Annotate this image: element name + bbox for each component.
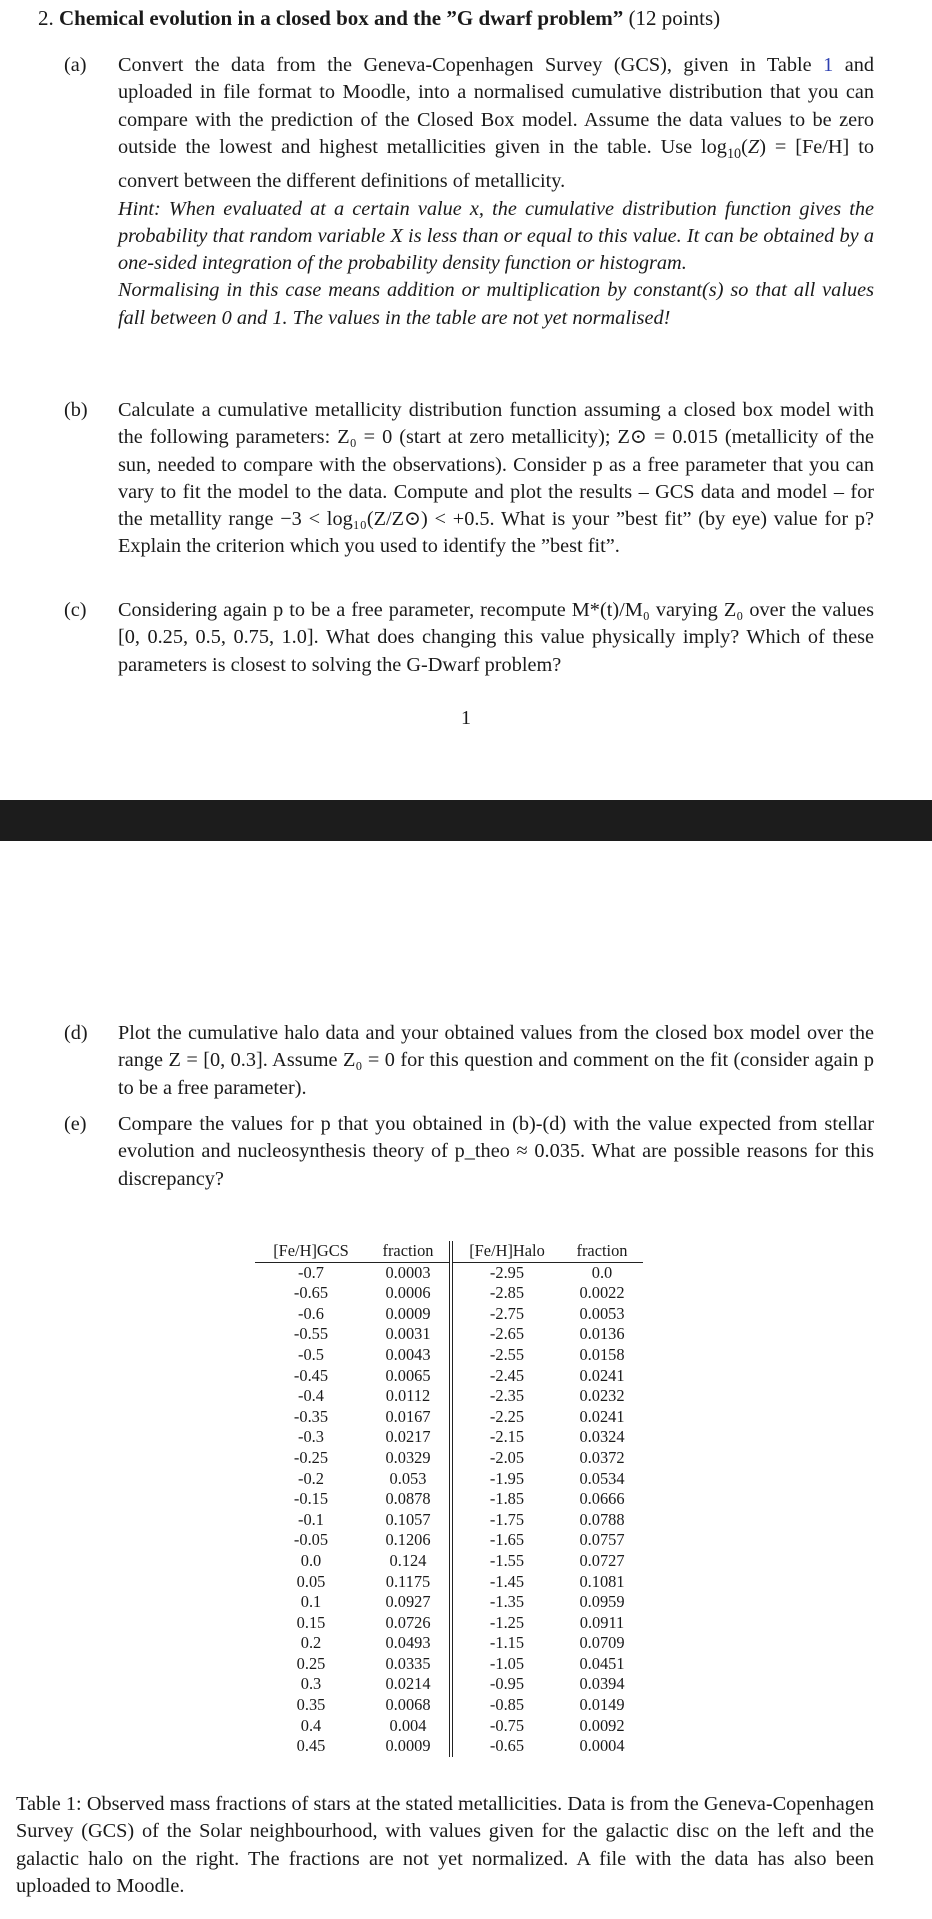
cell-fraction-gcs: 0.004 xyxy=(367,1716,451,1737)
cell-feh-gcs: 0.35 xyxy=(296,1695,326,1715)
cell-fraction-gcs: 0.0003 xyxy=(367,1262,451,1283)
cell-fraction-gcs: 0.0043 xyxy=(367,1345,451,1366)
part-a-text-3: to convert between the different definitions of metallicity. xyxy=(118,135,874,193)
cell-feh-halo: -1.15 xyxy=(489,1633,525,1653)
cell-fraction-gcs: 0.0217 xyxy=(367,1427,451,1448)
cell-feh-halo: -2.85 xyxy=(489,1283,525,1303)
cell-feh-halo: -0.85 xyxy=(489,1695,525,1715)
cell-fraction-halo: 0.0394 xyxy=(579,1674,625,1694)
table-row xyxy=(255,1304,643,1325)
header-fraction-gcs: fraction xyxy=(367,1241,451,1262)
cell-fraction-halo: 0.0372 xyxy=(579,1447,625,1467)
cell-fraction-halo: 0.0959 xyxy=(579,1592,625,1612)
part-b-label: (b) xyxy=(64,399,88,421)
cell-feh-gcs: 0.3 xyxy=(300,1674,322,1694)
header-fraction-halo: fraction xyxy=(561,1241,643,1262)
cell-fraction-gcs: 0.0068 xyxy=(367,1695,451,1716)
cell-fraction-gcs: 0.0006 xyxy=(367,1283,451,1304)
cell-feh-gcs: -0.3 xyxy=(298,1427,324,1447)
header-feh-gcs: [Fe/H]GCS xyxy=(255,1241,367,1262)
cell-fraction-halo: 0.0241 xyxy=(579,1365,625,1385)
cell-fraction-halo: 0.0092 xyxy=(579,1715,625,1735)
cell-fraction-gcs: 0.0927 xyxy=(367,1592,451,1613)
cell-fraction-halo: 0.0727 xyxy=(579,1550,625,1570)
table-row xyxy=(255,1633,643,1654)
table-row xyxy=(255,1366,643,1387)
cell-fraction-gcs: 0.0065 xyxy=(367,1366,451,1387)
table-row xyxy=(255,1613,643,1634)
table-row xyxy=(255,1592,643,1613)
table-caption: Table 1: Observed mass fractions of stars at the stated metallicities. Data is from the Geneva-Copenhagen Survey (GCS) of the Solar neighbourhood, with values given for the galactic disc on the left and the galactic halo on the right. The fractions are not yet normalized. A file with the data has also been uploaded to Moodle. xyxy=(16,1793,874,1897)
cell-feh-gcs: -0.7 xyxy=(298,1262,324,1282)
cell-fraction-halo: 0.0 xyxy=(591,1262,613,1282)
part-e-label: (e) xyxy=(64,1113,87,1135)
table-row xyxy=(255,1736,643,1757)
cell-feh-halo: -1.65 xyxy=(489,1530,525,1550)
table-row xyxy=(255,1510,643,1531)
cell-fraction-gcs: 0.0112 xyxy=(367,1386,451,1407)
cell-fraction-gcs: 0.0214 xyxy=(367,1674,451,1695)
cell-feh-gcs: -0.55 xyxy=(293,1324,329,1344)
table-header-row xyxy=(255,1241,643,1262)
cell-feh-gcs: -0.6 xyxy=(298,1303,324,1323)
cell-fraction-halo: 0.0911 xyxy=(579,1612,625,1632)
cell-fraction-halo: 0.1081 xyxy=(579,1571,625,1591)
table-row xyxy=(255,1386,643,1407)
cell-fraction-gcs: 0.124 xyxy=(367,1551,451,1572)
cell-feh-halo: -2.05 xyxy=(489,1447,525,1467)
cell-feh-gcs: 0.05 xyxy=(296,1571,326,1591)
part-a: (a) Convert the data from the Geneva-Copenhagen Survey (GCS), given in Table 1 and uploaded in file format to Moodle, into a normalised cumulative distribution that you can compare with the prediction of the Closed Box model. Assume the data values to be zero outside the lowest and highest metallicities given in the table. Use $\log_{10}(Z) = [Fe/H]$ to convert between the different definitions of metallicity. Hint: When evaluated at a certain value x, the cumulative distribution function gives the probability that random variable X is less than or equal to this value. It can be obtained by a one-sided integration of the probability density function or histogram. Normalising in this case means addition or multiplication by constant(s) so that all values fall between 0 and 1. The values in the table are not yet normalised! xyxy=(78,52,874,332)
table-row xyxy=(255,1489,643,1510)
cell-fraction-halo: 0.0053 xyxy=(579,1303,625,1323)
cell-fraction-halo: 0.0324 xyxy=(579,1427,625,1447)
cell-feh-gcs: -0.05 xyxy=(293,1530,329,1550)
page-separator-band xyxy=(0,800,932,841)
table-row xyxy=(255,1427,643,1448)
table-row xyxy=(255,1345,643,1366)
cell-feh-halo: -2.75 xyxy=(489,1303,525,1323)
cell-feh-gcs: -0.1 xyxy=(298,1509,324,1529)
part-d xyxy=(64,1020,874,1102)
cell-feh-gcs: 0.1 xyxy=(300,1592,322,1612)
cell-feh-halo: -0.75 xyxy=(489,1715,525,1735)
cell-feh-halo: -1.05 xyxy=(489,1653,525,1673)
cell-fraction-gcs: 0.0335 xyxy=(367,1654,451,1675)
cell-feh-halo: -1.95 xyxy=(489,1468,525,1488)
table-row xyxy=(255,1654,643,1675)
question-title xyxy=(38,6,720,31)
table-row xyxy=(255,1324,643,1345)
cell-feh-gcs: -0.4 xyxy=(298,1386,324,1406)
part-e-text: Compare the values for p that you obtained in (b)-(d) with the value expected from stellar evolution and nucleosynthesis theory of p_theo ≈ 0.035. What are possible reasons for this discrepancy? xyxy=(118,1113,874,1190)
cell-feh-halo: -0.95 xyxy=(489,1674,525,1694)
cell-fraction-gcs: 0.1175 xyxy=(367,1572,451,1593)
cell-feh-halo: -2.95 xyxy=(489,1262,525,1282)
cell-fraction-gcs: 0.0726 xyxy=(367,1613,451,1634)
cell-fraction-halo: 0.0232 xyxy=(579,1386,625,1406)
page-2 xyxy=(0,841,932,1919)
table-row xyxy=(255,1448,643,1469)
part-b-text: Calculate a cumulative metallicity distribution function assuming a closed box model with the following parameters: Z₀ = 0 (start at zero metallicity); Z⊙ = 0.015 (metallicity of the sun, needed to compare with the observations). Consider p as a free parameter that you can vary to fit the model to the data. Compute and plot the results – GCS data and model – for the metallity range −3 < log₁₀(Z/Z⊙) < +0.5. What is your ”best fit” (by eye) value for p? Explain the criterion which you used to identify the ”best fit”. xyxy=(118,399,874,558)
part-a-text-1: Convert the data from the Geneva-Copenhagen Survey (GCS), given in Table xyxy=(118,54,812,76)
cell-fraction-gcs: 0.1206 xyxy=(367,1530,451,1551)
cell-feh-halo: -1.25 xyxy=(489,1612,525,1632)
cell-feh-halo: -2.25 xyxy=(489,1406,525,1426)
table-row xyxy=(255,1716,643,1737)
part-a-label: (a) xyxy=(64,54,87,76)
cell-feh-halo: -1.75 xyxy=(489,1509,525,1529)
cell-fraction-halo: 0.0757 xyxy=(579,1530,625,1550)
part-c xyxy=(64,597,874,679)
part-d-label: (d) xyxy=(64,1022,88,1044)
question-points: (12 points) xyxy=(628,6,721,30)
cell-feh-halo: -1.35 xyxy=(489,1592,525,1612)
part-b xyxy=(64,397,874,561)
metallicity-table xyxy=(255,1241,643,1757)
table-row xyxy=(255,1551,643,1572)
table-row xyxy=(255,1407,643,1428)
cell-feh-gcs: 0.15 xyxy=(296,1612,326,1632)
cell-fraction-gcs: 0.053 xyxy=(367,1469,451,1490)
cell-fraction-halo: 0.0788 xyxy=(579,1509,625,1529)
cell-feh-halo: -0.65 xyxy=(489,1736,525,1756)
cell-feh-halo: -1.55 xyxy=(489,1550,525,1570)
cell-feh-gcs: 0.4 xyxy=(300,1715,322,1735)
table-row xyxy=(255,1283,643,1304)
cell-fraction-halo: 0.0158 xyxy=(579,1344,625,1364)
cell-feh-gcs: -0.25 xyxy=(293,1447,329,1467)
page-1 xyxy=(0,0,932,800)
cell-feh-gcs: 0.2 xyxy=(300,1633,322,1653)
part-c-text: Considering again p to be a free parameter, recompute M*(t)/M₀ varying Z₀ over the values [0, 0.25, 0.5, 0.75, 1.0]. What does changing this value physically imply? Which of these parameters is closest to solving the G-Dwarf problem? xyxy=(118,599,874,676)
cell-fraction-halo: 0.0022 xyxy=(579,1283,625,1303)
header-feh-halo: [Fe/H]Halo xyxy=(451,1241,561,1262)
cell-fraction-gcs: 0.0031 xyxy=(367,1324,451,1345)
table-row xyxy=(255,1572,643,1593)
cell-feh-gcs: -0.15 xyxy=(293,1489,329,1509)
cell-fraction-gcs: 0.0009 xyxy=(367,1736,451,1757)
part-a-hint: Hint: When evaluated at a certain value x, the cumulative distribution function gives the probability that random variable X is less than or equal to this value. It can be obtained by a one-sided integration of the probability density function or histogram. xyxy=(118,197,874,275)
part-c-label: (c) xyxy=(64,599,87,621)
cell-fraction-halo: 0.0709 xyxy=(579,1633,625,1653)
cell-feh-halo: -2.65 xyxy=(489,1324,525,1344)
cell-fraction-gcs: 0.0329 xyxy=(367,1448,451,1469)
cell-feh-halo: -2.45 xyxy=(489,1365,525,1385)
cell-feh-gcs: 0.25 xyxy=(296,1653,326,1673)
table-row xyxy=(255,1674,643,1695)
cell-feh-gcs: -0.45 xyxy=(293,1365,329,1385)
cell-fraction-gcs: 0.1057 xyxy=(367,1510,451,1531)
cell-feh-halo: -2.35 xyxy=(489,1386,525,1406)
part-d-text: Plot the cumulative halo data and your obtained values from the closed box model over the range Z = [0, 0.3]. Assume Z₀ = 0 for this question and comment on the fit (consider again p to be a free parameter). xyxy=(118,1022,874,1099)
table-row xyxy=(255,1695,643,1716)
table-row xyxy=(255,1530,643,1551)
page-number: 1 xyxy=(461,707,471,729)
question-number: 2. xyxy=(38,6,54,30)
cell-feh-halo: -2.15 xyxy=(489,1427,525,1447)
cell-fraction-gcs: 0.0167 xyxy=(367,1407,451,1428)
part-a-text-2: and uploaded in file format to Moodle, into a normalised cumulative distribution that you can compare with the prediction of the Closed Box model. Assume the data values to be zero outside the lowest and highest metallicities given in the table. Use log xyxy=(118,54,874,158)
table-row xyxy=(255,1262,643,1283)
table-row xyxy=(255,1469,643,1490)
table-reference-link[interactable]: 1 xyxy=(823,54,834,76)
cell-fraction-gcs: 0.0878 xyxy=(367,1489,451,1510)
cell-fraction-halo: 0.0149 xyxy=(579,1695,625,1715)
cell-fraction-halo: 0.0136 xyxy=(579,1324,625,1344)
cell-feh-halo: -2.55 xyxy=(489,1344,525,1364)
question-heading: Chemical evolution in a closed box and the ”G dwarf problem” xyxy=(59,6,624,30)
part-e xyxy=(64,1111,874,1193)
cell-feh-gcs: -0.5 xyxy=(298,1344,324,1364)
cell-feh-gcs: -0.35 xyxy=(293,1406,329,1426)
cell-fraction-halo: 0.0004 xyxy=(579,1736,625,1756)
cell-fraction-halo: 0.0451 xyxy=(579,1653,625,1673)
cell-feh-halo: -1.85 xyxy=(489,1489,525,1509)
cell-fraction-gcs: 0.0493 xyxy=(367,1633,451,1654)
cell-fraction-halo: 0.0666 xyxy=(579,1489,625,1509)
cell-feh-gcs: -0.65 xyxy=(293,1283,329,1303)
cell-fraction-gcs: 0.0009 xyxy=(367,1304,451,1325)
cell-fraction-halo: 0.0534 xyxy=(579,1468,625,1488)
cell-feh-gcs: 0.45 xyxy=(296,1736,326,1756)
cell-feh-gcs: -0.2 xyxy=(298,1468,324,1488)
cell-feh-gcs: 0.0 xyxy=(300,1550,322,1570)
cell-feh-halo: -1.45 xyxy=(489,1571,525,1591)
cell-fraction-halo: 0.0241 xyxy=(579,1406,625,1426)
part-a-normalise-note: Normalising in this case means addition or multiplication by constant(s) so that all values fall between 0 and 1. The values in the table are not yet normalised! xyxy=(118,279,874,329)
